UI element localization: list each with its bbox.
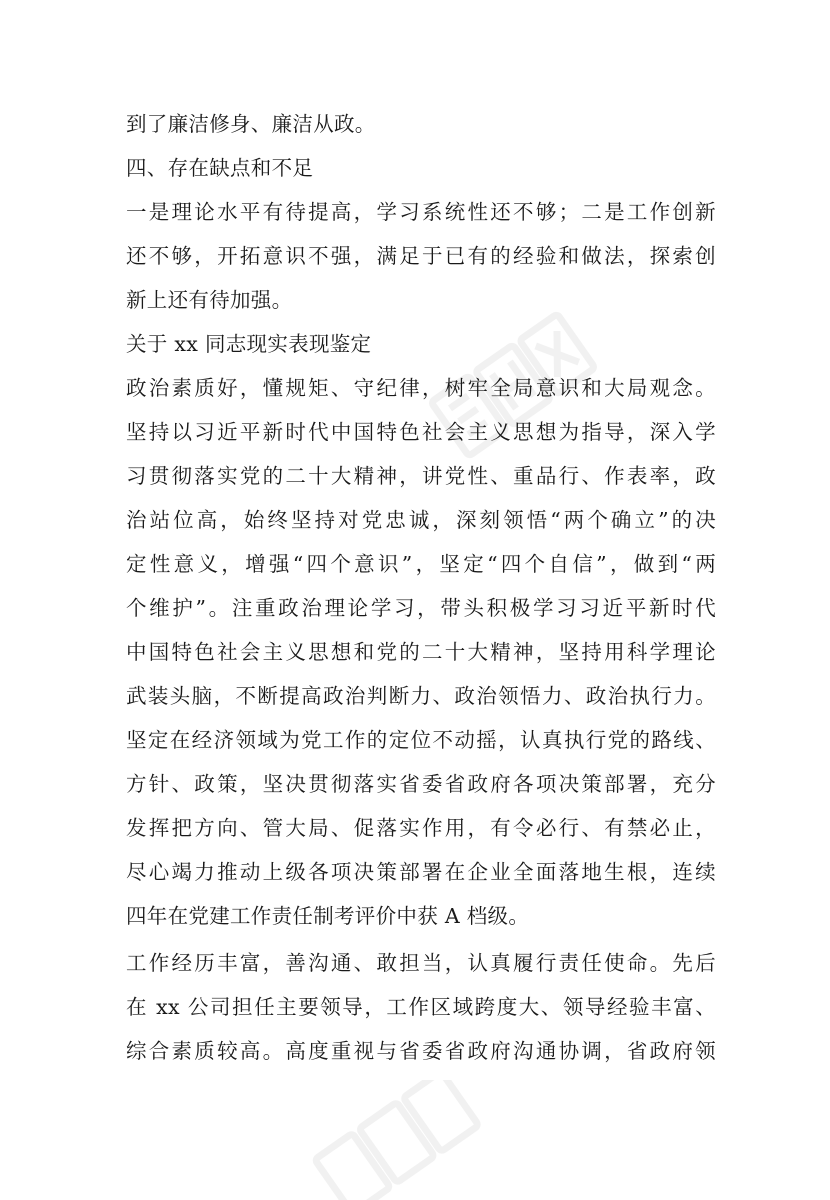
text-line: 新上还有待加强。 [126, 288, 293, 312]
text-line: 方针、政策，坚决贯彻落实省委省政府各项决策部署，充分 [126, 772, 716, 796]
text-line: 发挥把方向、管大局、促落实作用，有令必行、有禁必止， [126, 816, 716, 840]
text-line: 个维护”。注重政治理论学习，带头积极学习习近平新时代 [126, 596, 716, 620]
section-title: 关于 xx 同志现实表现鉴定 [126, 332, 372, 356]
text-line: 到了廉洁修身、廉洁从政。 [126, 112, 376, 136]
text-line: 工作经历丰富，善沟通、敢担当，认真履行责任使命。先后 [126, 951, 716, 975]
text-line: 坚持以习近平新时代中国特色社会主义思想为指导，深入学 [126, 420, 716, 444]
text-line: 治站位高，始终坚持对党忠诚，深刻领悟“两个确立”的决 [126, 508, 716, 532]
text-line: 政治素质好，懂规矩、守纪律，树牢全局意识和大局观念。 [126, 376, 716, 400]
text-line: 四年在党建工作责任制考评价中获 A 档级。 [126, 904, 530, 928]
watermark-logo [300, 1080, 490, 1200]
text-line: 一是理论水平有待提高，学习系统性还不够；二是工作创新 [126, 200, 716, 224]
text-line: 中国特色社会主义思想和党的二十大精神，坚持用科学理论 [126, 640, 716, 664]
text-line: 尽心竭力推动上级各项决策部署在企业全面落地生根，连续 [126, 860, 716, 884]
text-line: 习贯彻落实党的二十大精神，讲党性、重品行、作表率，政 [126, 464, 716, 488]
document-body [126, 102, 716, 1073]
text-line: 还不够，开拓意识不强，满足于已有的经验和做法，探索创 [126, 244, 716, 268]
text-line: 综合素质较高。高度重视与省委省政府沟通协调，省政府领 [126, 1039, 716, 1063]
text-line: 武装头脑，不断提高政治判断力、政治领悟力、政治执行力。 [126, 684, 716, 708]
text-line: 在 xx 公司担任主要领导，工作区域跨度大、领导经验丰富、 [126, 995, 716, 1019]
text-line: 坚定在经济领域为党工作的定位不动摇，认真执行党的路线、 [126, 728, 716, 752]
text-line: 定性意义，增强“四个意识”，坚定“四个自信”，做到“两 [126, 552, 716, 576]
section-heading: 四、存在缺点和不足 [126, 156, 314, 180]
